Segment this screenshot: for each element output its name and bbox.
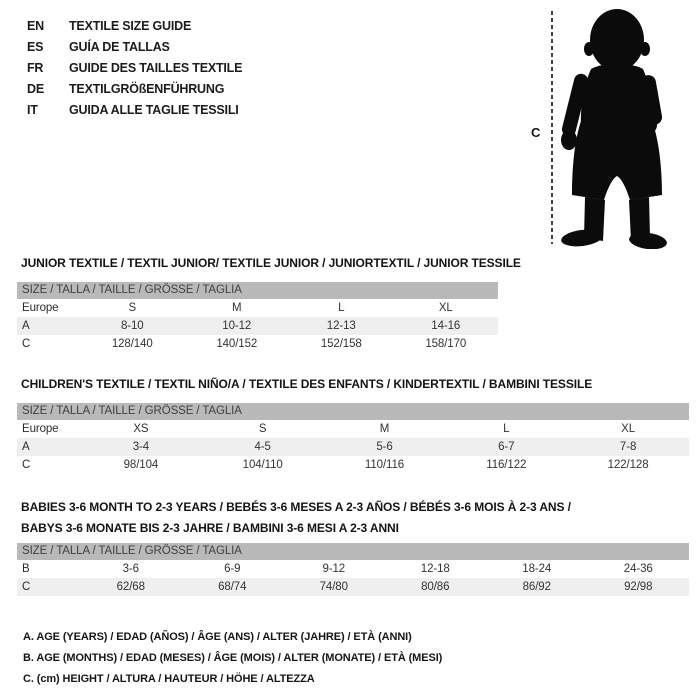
size-header-bar: SIZE / TALLA / TAILLE / GRÖSSE / TAGLIA — [17, 403, 689, 420]
table-cell: 104/110 — [242, 459, 283, 471]
language-title: TEXTILGRÖßENFÜHRUNG — [69, 81, 225, 96]
row-label: C — [22, 338, 31, 350]
row-label: B — [22, 563, 30, 575]
table-cell: 128/140 — [111, 338, 153, 350]
table-cell: 4-5 — [254, 441, 271, 453]
table-row — [17, 317, 498, 335]
table-cell: S — [258, 423, 267, 435]
size-table — [17, 420, 689, 474]
language-code: FR — [27, 60, 44, 75]
table-cell: 18-24 — [522, 563, 552, 575]
table-cell: 86/92 — [522, 581, 551, 593]
table-cell: 3-6 — [122, 563, 139, 575]
footnotes — [23, 627, 442, 690]
language-row — [27, 57, 242, 78]
size-table — [17, 560, 689, 596]
table-cell: 14-16 — [431, 320, 461, 332]
section-title: BABIES 3-6 MONTH TO 2-3 YEARS / BEBÉS 3-6 MESES A 2-3 AÑOS / BÉBÉS 3-6 MOIS À 2-3 ANS / — [21, 500, 571, 514]
table-cell: 9-12 — [322, 563, 346, 575]
table-cell: 5-6 — [376, 441, 393, 453]
table-cell: L — [503, 423, 510, 435]
language-code: DE — [27, 81, 44, 96]
size-table-section — [17, 253, 521, 353]
size-table — [17, 299, 498, 353]
table-row — [17, 299, 498, 317]
table-cell: 122/128 — [607, 459, 649, 471]
row-label: Europe — [22, 423, 59, 435]
table-row — [17, 456, 689, 474]
table-cell: 3-4 — [132, 441, 150, 453]
table-cell: 6-7 — [498, 441, 515, 453]
height-measure-dashed-line — [551, 11, 553, 244]
table-row — [17, 420, 689, 438]
section-title: BABYS 3-6 MONATE BIS 2-3 JAHRE / BAMBINI 3-6 MESI A 2-3 ANNI — [21, 521, 399, 535]
language-code: ES — [27, 39, 44, 54]
table-cell: 7-8 — [619, 441, 637, 453]
row-label: A — [22, 441, 30, 453]
table-cell: 98/104 — [123, 459, 159, 471]
footnote-line: A. AGE (YEARS) / EDAD (AÑOS) / ÂGE (ANS) / ALTER (JAHRE) / ETÀ (ANNI) — [23, 631, 412, 643]
table-cell: L — [338, 302, 345, 314]
table-cell: 68/74 — [218, 581, 247, 593]
size-header-bar: SIZE / TALLA / TAILLE / GRÖSSE / TAGLIA — [17, 282, 498, 299]
table-cell: XL — [438, 302, 453, 314]
table-cell: 158/170 — [425, 338, 467, 350]
table-cell: XS — [133, 423, 149, 435]
size-table-section — [17, 374, 689, 474]
table-row — [17, 438, 689, 456]
section-title: JUNIOR TEXTILE / TEXTIL JUNIOR/ TEXTILE JUNIOR / JUNIORTEXTIL / JUNIOR TESSILE — [21, 256, 521, 270]
footnote-line: C. (cm) HEIGHT / ALTURA / HAUTEUR / HÖHE / ALTEZZA — [23, 673, 315, 685]
table-cell: 152/158 — [320, 338, 362, 350]
language-list — [27, 15, 242, 120]
section-title: CHILDREN'S TEXTILE / TEXTIL NIÑO/A / TEXTILE DES ENFANTS / KINDERTEXTIL / BAMBINI TESSILE — [21, 377, 593, 391]
table-cell: 140/152 — [216, 338, 258, 350]
table-cell: M — [379, 423, 390, 435]
table-cell: 6-9 — [224, 563, 241, 575]
table-row — [17, 578, 689, 596]
language-title: GUÍA DE TALLAS — [69, 39, 170, 54]
table-row — [17, 335, 498, 353]
table-cell: 92/98 — [624, 581, 653, 593]
table-cell: 12-13 — [326, 320, 356, 332]
table-cell: 10-12 — [222, 320, 252, 332]
table-cell: 12-18 — [420, 563, 450, 575]
row-label: C — [22, 581, 31, 593]
table-cell: 80/86 — [421, 581, 450, 593]
table-cell: M — [232, 302, 242, 314]
row-label: C — [22, 459, 31, 471]
height-measure-label: C — [531, 125, 541, 140]
language-row — [27, 78, 242, 99]
table-cell: 74/80 — [319, 581, 348, 593]
table-cell: 110/116 — [364, 459, 405, 471]
table-cell: 8-10 — [120, 320, 144, 332]
table-cell: 24-36 — [623, 563, 653, 575]
toddler-silhouette-icon — [558, 7, 670, 249]
language-code: IT — [27, 102, 38, 117]
language-title: TEXTILE SIZE GUIDE — [69, 18, 192, 33]
language-row — [27, 15, 242, 36]
language-row — [27, 36, 242, 57]
size-table-section — [17, 497, 689, 596]
row-label: Europe — [22, 302, 59, 314]
language-code: EN — [27, 18, 44, 33]
language-row — [27, 99, 242, 120]
table-row — [17, 560, 689, 578]
row-label: A — [22, 320, 30, 332]
table-cell: 62/68 — [116, 581, 145, 593]
table-cell: 116/122 — [486, 459, 527, 471]
language-title: GUIDE DES TAILLES TEXTILE — [69, 60, 243, 75]
footnote-line: B. AGE (MONTHS) / EDAD (MESES) / ÂGE (MOIS) / ALTER (MONATE) / ETÀ (MESI) — [23, 652, 443, 664]
size-header-bar: SIZE / TALLA / TAILLE / GRÖSSE / TAGLIA — [17, 543, 689, 560]
language-title: GUIDA ALLE TAGLIE TESSILI — [69, 102, 239, 117]
table-cell: S — [128, 302, 137, 314]
table-cell: XL — [621, 423, 636, 435]
